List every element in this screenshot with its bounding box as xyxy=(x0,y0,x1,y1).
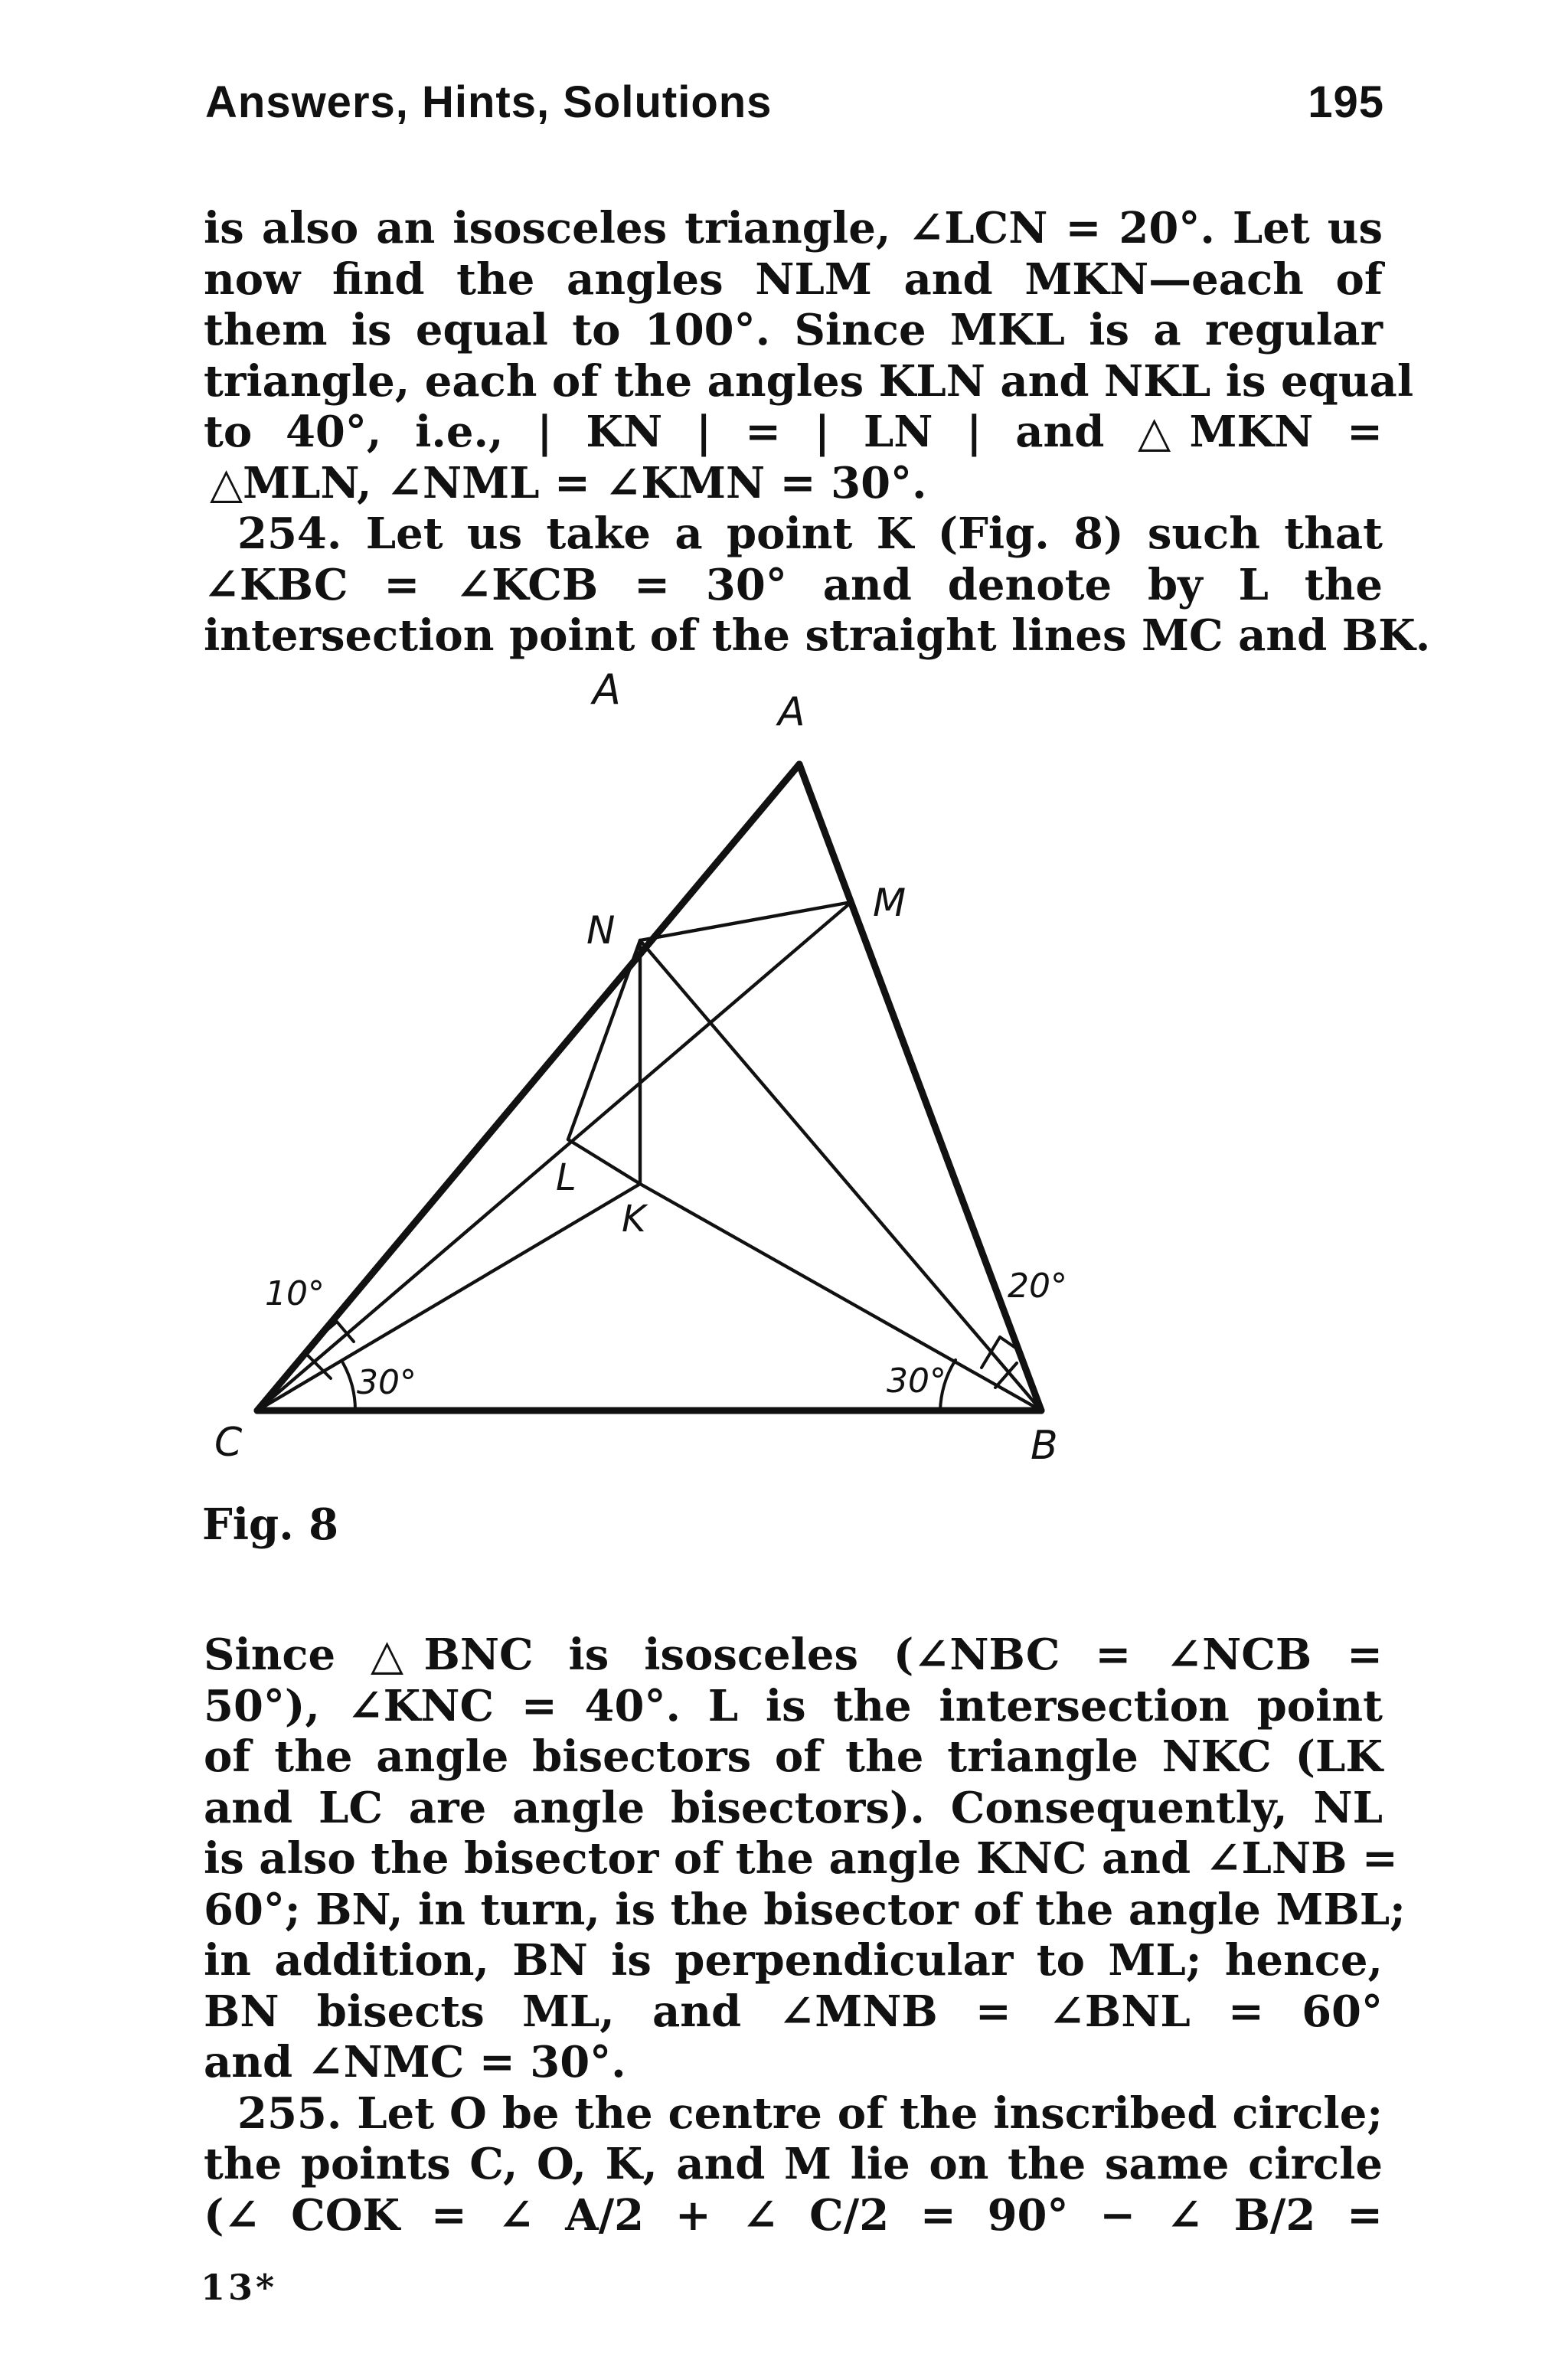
triangle-side-CA xyxy=(251,766,400,1410)
side-CA-line xyxy=(253,766,400,1410)
side-AC xyxy=(122,764,398,1470)
intro-paragraph xyxy=(204,203,1431,662)
text-line: is also the bisector of the angle KNC and ∠LNB = xyxy=(204,1833,1398,1884)
side-C-to-A xyxy=(251,763,401,1410)
running-title: Answers, Hints, Solutions xyxy=(205,77,773,127)
vertex-label-M: M xyxy=(873,881,906,925)
line-NB xyxy=(640,940,1041,1411)
problem-254-start: 254. Let us take a point K (Fig. 8) such that xyxy=(237,508,1383,559)
geometry-diagram xyxy=(207,665,1110,1501)
figure-caption: Fig. 8 xyxy=(202,1499,339,1550)
arc-B-30 xyxy=(940,1360,956,1411)
text-line: 50°), ∠KNC = 40°. L is the intersection point xyxy=(204,1680,1383,1731)
angle-label-20: 20° xyxy=(1008,1267,1067,1306)
vertex-label-A: A xyxy=(778,689,805,735)
page-number: 195 xyxy=(1308,77,1384,127)
text-line: intersection point of the straight lines MC and BK. xyxy=(204,610,1431,661)
text-line: and LC are angle bisectors). Consequently, NL xyxy=(204,1782,1383,1833)
page-header xyxy=(205,77,1384,145)
text-line: in addition, BN is perpendicular to ML; hence, xyxy=(204,1935,1383,1986)
side-CA xyxy=(251,764,400,1411)
figure-8 xyxy=(207,665,1110,1501)
problem-255-start: 255. Let O be the centre of the inscribed circle; xyxy=(237,2087,1383,2139)
segment-CA xyxy=(251,767,401,1411)
text-line: is also an isosceles triangle, ∠LCN = 20°. Let us xyxy=(204,203,1383,253)
line-AB xyxy=(799,764,1041,1411)
text-line: them is equal to 100°. Since MKL is a regular xyxy=(204,305,1383,355)
text-line: triangle, each of the angles KLN and NKL is equal xyxy=(204,355,1414,407)
line-KB xyxy=(640,1184,1041,1411)
text-line: ∠KBC = ∠KCB = 30° and denote by L the xyxy=(204,559,1383,610)
solution-paragraph xyxy=(204,1630,1406,2241)
angle-label-30-C: 30° xyxy=(357,1363,416,1402)
angle-label-30-B: 30° xyxy=(887,1362,946,1401)
text-line: (∠ COK = ∠ A/2 + ∠ C/2 = 90° − ∠ B/2 = xyxy=(204,2189,1383,2241)
text-line: △MLN, ∠NML = ∠KMN = 30°. xyxy=(210,457,927,508)
text-line: Since △BNC is isosceles (∠NBC = ∠NCB = xyxy=(204,1630,1383,1680)
text-line: BN bisects ML, and ∠MNB = ∠BNL = 60° xyxy=(204,1986,1383,2037)
angle-label-10: 10° xyxy=(265,1274,325,1313)
text-line: the points C, O, K, and M lie on the same circle xyxy=(204,2139,1383,2189)
text-line: now find the angles NLM and MKN—each of xyxy=(204,253,1383,305)
text-line: of the angle bisectors of the triangle NKC (LK xyxy=(204,1731,1383,1782)
signature-mark: 13* xyxy=(201,2267,278,2308)
text-line: to 40°, i.e., | KN | = | LN | and △MKN = xyxy=(204,407,1383,457)
vertex-label-L: L xyxy=(556,1156,577,1199)
vertex-label-C: C xyxy=(214,1420,243,1466)
vertex-label-N: N xyxy=(586,908,616,953)
text-line: 60°; BN, in turn, is the bisector of the angle MBL; xyxy=(204,1884,1406,1935)
vertex-label-K: K xyxy=(622,1198,646,1241)
line-CA xyxy=(257,764,799,1411)
line-CK xyxy=(257,1184,640,1411)
side-CA-stroke xyxy=(251,766,400,1410)
segment-CA xyxy=(251,767,401,1411)
arc-C-30 xyxy=(343,1363,355,1411)
line-NL xyxy=(568,940,640,1139)
label-A: A xyxy=(593,665,621,714)
line-LK xyxy=(568,1139,640,1184)
vertex-label-B: B xyxy=(1031,1423,1058,1469)
text-line: and ∠NMC = 30°. xyxy=(204,2037,626,2087)
